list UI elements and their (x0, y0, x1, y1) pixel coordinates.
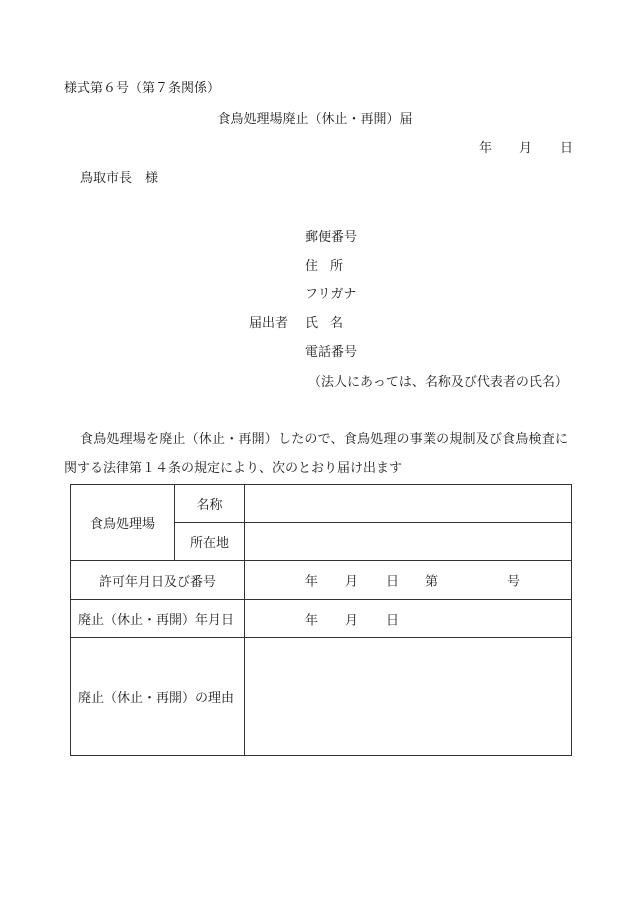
facility-label: 食鳥処理場 (89, 517, 155, 532)
permit-month-label: 月 (345, 574, 359, 590)
permit-number-suffix: 号 (507, 574, 521, 590)
notifier-label: 届出者 (249, 316, 289, 331)
phone-label: 電話番号 (305, 345, 358, 360)
name-label: 氏名 (305, 316, 356, 331)
facility-name-label: 名称 (196, 498, 223, 513)
permit-date-number-input[interactable] (245, 561, 572, 600)
body-text-line-1: 食鳥処理場を廃止（休止・再開）したので、食鳥処理の事業の規制及び食鳥検査に (80, 432, 569, 447)
permit-day-label: 日 (386, 574, 400, 590)
body-text-line-2: 関する法律第１４条の規定により、次のとおり届け出ます (64, 461, 403, 476)
permit-label: 許可年月日及び番号 (98, 574, 216, 590)
closure-month-label: 月 (345, 613, 359, 628)
postal-code-label: 郵便番号 (305, 230, 358, 245)
closure-date-label: 廃止（休止・再開）年月日 (78, 613, 235, 628)
closure-day-label: 日 (386, 613, 400, 628)
closure-year-label: 年 (305, 613, 319, 628)
facility-location-label-cell (175, 523, 245, 561)
furigana-label: フリガナ (305, 287, 357, 302)
facility-location-input[interactable] (245, 523, 572, 561)
form-title: 食鳥処理場廃止（休止・再開）届 (217, 112, 413, 127)
date-month-label: 月 (519, 141, 533, 156)
facility-label-cell (71, 485, 175, 561)
facility-location-label: 所在地 (189, 536, 229, 551)
corporation-note: （法人にあっては、名称及び代表者の氏名） (308, 375, 568, 390)
permit-year-label: 年 (305, 574, 319, 590)
permit-number-prefix: 第 (425, 574, 439, 590)
date-year-label: 年 (479, 141, 493, 156)
closure-date-input[interactable] (245, 600, 572, 638)
permit-label-cell (71, 561, 245, 600)
notification-table (70, 484, 572, 756)
closure-date-label-cell (71, 600, 245, 638)
reason-input[interactable] (245, 638, 572, 756)
facility-name-label-cell (175, 485, 245, 523)
facility-name-input[interactable] (245, 485, 572, 523)
addressee: 鳥取市長 様 (80, 171, 159, 186)
address-label: 住所 (305, 259, 356, 274)
reason-label: 廃止（休止・再開）の理由 (78, 691, 235, 706)
reason-label-cell (71, 638, 245, 756)
date-day-label: 日 (560, 141, 574, 156)
form-number: 様式第６号（第７条関係） (64, 81, 221, 96)
